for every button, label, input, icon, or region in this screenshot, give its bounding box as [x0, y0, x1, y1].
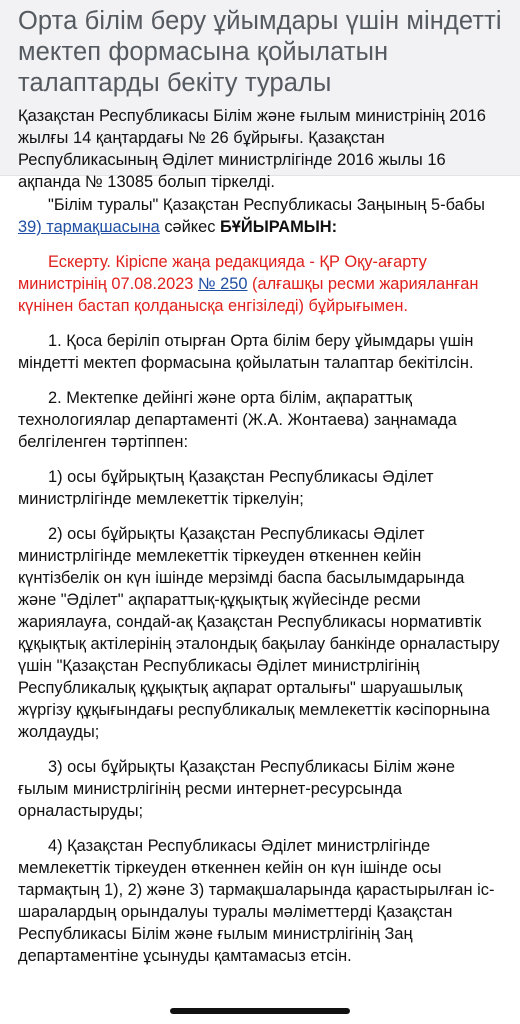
article-39-link[interactable]: 39) тармақшасына	[18, 218, 160, 236]
order-250-link[interactable]: № 250	[197, 275, 248, 293]
document-header	[0, 0, 520, 191]
subparagraph-4: 4) Қазақстан Республикасы Әділет министрлігінде мемлекеттік тіркеуден өткеннен кейін он күн ішінде осы тармақтың 1), 2) және 3) тармақшаларында қарастырылған іс-шаралардың орындалуы туралы мәліметтерді Қазақстан Республикасы Білім және ғылым министрлігінің Заң департаментіне ұсынуды қамтамасыз етсін.	[18, 837, 495, 965]
home-indicator[interactable]	[170, 1008, 350, 1014]
document-subtitle: Қазақстан Республикасы Білім және ғылым министрінің 2016 жылғы 14 қаңтардағы № 26 бұйрығы. Қазақстан Республикасының Әділет министрлігінде 2016 жылы 16 ақпанда № 13085 болып тіркелді.	[18, 107, 486, 191]
subparagraph-3: 3) осы бұйрықты Қазақстан Республикасы Білім және ғылым министрлігінің ресми интернет-ресурсында орналастыруды;	[18, 758, 455, 820]
paragraph-1: 1. Қоса беріліп отырған Орта білім беру ұйымдары үшін міндетті мектеп формасына қойылатын талаптар бекітілсін.	[18, 332, 474, 372]
intro-text-after: сәйкес	[159, 218, 221, 236]
note-text: Ескерту. Кіріспе жаңа редакцияда - ҚР Оқу-ағарту министрінің 07.08.2023	[18, 253, 427, 293]
intro-text: "Білім туралы" Қазақстан Республикасы Заңының 5-бабы	[48, 196, 485, 214]
note-text-after: (алғашқы ресми жарияланған күнінен бастап қолданысқа енгізіледі) бұйрығымен.	[18, 275, 479, 315]
subparagraph-1: 1) осы бұйрықтың Қазақстан Республикасы Әділет министрлігінде мемлекеттік тіркелуін;	[18, 468, 434, 508]
amendment-note	[18, 251, 504, 317]
order-keyword: БҰЙЫРАМЫН:	[220, 218, 338, 236]
paragraph-2: 2. Мектепке дейінгі және орта білім, ақпараттық технологиялар департаменті (Ж.А. Жонтаева) заңнамада белгіленген тәртіппен:	[18, 389, 457, 451]
intro-paragraph	[18, 194, 504, 238]
document-title: Орта білім беру ұйымдары үшін міндетті мектеп формасына қойылатын талаптарды бекіту туралы	[18, 7, 502, 97]
document-body	[0, 176, 520, 967]
subparagraph-2: 2) осы бұйрықты Қазақстан Республикасы Әділет министрлігінде мемлекеттік тіркеуден өткеннен кейін күнтізбелік он күн ішінде мерзімді баспа басылымдарында және "Әділет" ақпараттық-құқықтық жүйесінде ресми жариялауға, сондай-ақ Қазақстан Республикасы нормативтік құқықтық актілерінің эталондық бақылау банкінде орналастыру үшін "Қазақстан Республикасы Әділет министрлігінің Республикалық құқықтық ақпарат орталығы" шаруашылық жүргізу құқығындағы республикалық мемлекеттік кәсіпорнына жолдауды;	[18, 525, 500, 741]
